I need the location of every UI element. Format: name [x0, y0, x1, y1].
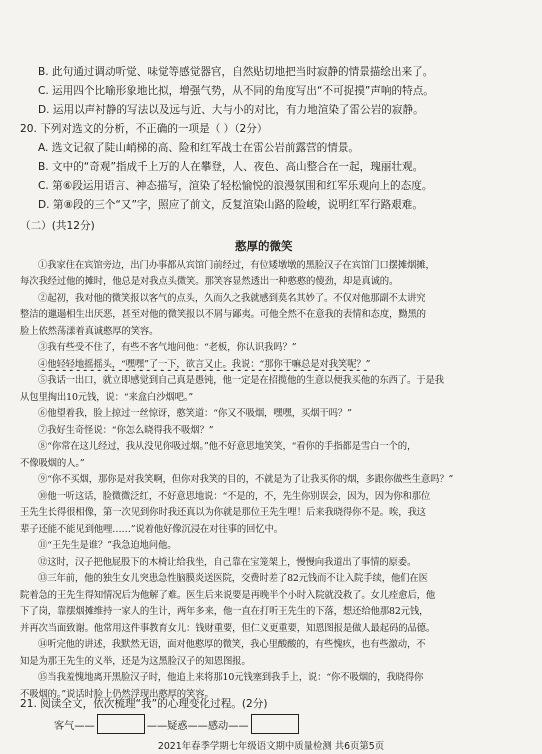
article-line: 从包里掏出10元钱，说：“来盒白沙烟吧。”	[20, 392, 194, 403]
q20-stem: 20. 下列对选文的分析，不正确的一项是（ ）（2分）	[20, 123, 268, 135]
article-line: 不吸烟的。”说话时脸上仍然浮现出憨厚的笑容。	[20, 689, 214, 700]
page-footer: 2021年春季学期七年级语文期中质量检测 共6页第5页	[157, 741, 385, 752]
q20-option-b: B. 文中的“奇观”指成千上万的人在攀登，人、夜色、高山整合在一起，瑰丽壮观。	[38, 161, 424, 173]
article-line: ⑧“你常在这儿经过，我从没见你吸过烟。”他不好意思地笑笑，“看你的手指都是雪白一个的，	[38, 441, 417, 452]
article-line: ⑪“王先生是谁？”我急迫地问他。	[38, 540, 177, 551]
article-line: ①我家住在宾馆旁边，出门办事都从宾馆门前经过，有位矮墩墩的黑脸汉子在宾馆门口摆摊烟摊，	[38, 260, 435, 271]
article-line: ⑩他一听这话，脸微微泛红，不好意思地说：“不是的，不，先生你别误会，因为，因为你和那位	[38, 491, 431, 502]
article-line: 院着急的王先生得知情况后为他解了难。医生后来说要是再晚半个小时入院就没救了。女儿痊愈后，他	[20, 590, 436, 601]
q20-option-c: C. 第⑥段运用语言、神态描写，渲染了轻松愉悦的浪漫氛围和红军乐观向上的态度。	[38, 180, 433, 192]
article-line: 辈子还能不能见到他哩……”说着他好像沉浸在对往事的回忆中。	[20, 524, 283, 535]
article-line: ⑥他望着我，脸上掠过一丝惊讶，憨笑道：“你又不吸烟，嘿嘿，买烟干吗？”	[38, 408, 352, 419]
q21-chain-mid: ——疑惑——感动——	[146, 720, 249, 732]
article-line: 不像吸烟的人。”	[20, 458, 85, 469]
q21-answer-row	[54, 714, 301, 734]
q20-option-d: D. 第⑧段的三个“又”字，照应了前文，反复渲染山路的险峻，说明红军行路艰难。	[38, 199, 423, 211]
q21-answer-box-2[interactable]	[251, 714, 299, 734]
article-line: ⑦我好生奇怪说：“你怎么晓得我不吸烟？”	[38, 425, 214, 436]
article-line: 王先生长得很相像，第一次见到你时我还真以为你就是那位王先生哩！后来我晓得你不是。唉，我这	[20, 507, 426, 518]
article-line: ⑤我话一出口，就立即感觉到自己真是愚钝，他一定是在招揽他的生意以便我买他的东西了。于是我	[38, 375, 444, 386]
article-line: ③我有些受不住了，有些不客气地问他：“老板，你认识我吗？”	[38, 342, 297, 353]
article-line: 并再次当面致谢。他常用这件事教育女儿：钱财重要，但仁义更重要，知恩图报是做人最起码的品德。	[20, 623, 436, 634]
q19-option-c: C. 运用四个比喻形象地比拟，增强气势，从不同的角度写出“不可捉摸”声响的特点。	[38, 85, 434, 97]
article-line: ⑨“你不买烟，那你是对我笑啊，但你对我笑的目的，不就是为了让我买你的烟，多跟你做些生意吗？”	[38, 474, 454, 485]
article-line: 脸上依然荡漾着真诚憨厚的笑容。	[20, 326, 159, 337]
q21-stem: 21. 阅读全文，依次梳理“我”的心理变化过程。(2分)	[20, 698, 268, 710]
article-line: 每次我经过他的摊时，他总是对我点头微笑。那笑容显然透出一种憨憨的傻劲，却是真诚的。	[20, 276, 399, 287]
q20-option-a: A. 选文记叙了陡山峭梯的高、险和红军战士在雷公岩前露营的情景。	[38, 142, 360, 154]
article-line: 知是为那王先生的义举，还是为这黑脸汉子的知恩图报。	[20, 656, 251, 667]
article-title: 憨厚的微笑	[235, 240, 293, 253]
q21-chain-start: 客气——	[54, 720, 95, 732]
article-line: 下了岗，靠摆烟摊维持一家人的生计，两年多来，他一直在打听王先生的下落，想还给他那82元钱，	[20, 606, 429, 617]
q19-option-d: D. 运用以声衬静的写法以及远与近、大与小的对比，有力地渲染了雷公岩的寂静。	[38, 104, 424, 116]
article-line: ⑫这时，汉子把他屁股下的木椅让给我坐，自己靠在宝笼架上，慢慢向我道出了事情的原委。	[38, 557, 417, 568]
article-line: ⑬三年前，他的独生女儿突患急性脑膜炎送医院，交费时差了82元钱而不让入院手续，他们在医	[38, 573, 428, 584]
article-line: ②起初，我对他的微笑报以客气的点头，久而久之我就感到莫名其妙了。不仅对他那副不太讲究	[38, 293, 426, 304]
article-line: ⑭听完他的讲述，我默然无语，面对他憨厚的微笑，我心里酸酸的，有些愧疚，也有些激动，不	[38, 639, 426, 650]
article-line: ⑮当我羞愧地离开黑脸汉子时，他追上来将那10元钱塞到我手上，说：“你不吸烟的，我晓得你	[38, 672, 424, 683]
section-2-label: （二）(共12分)	[20, 220, 95, 232]
q21-answer-box-1[interactable]	[97, 714, 145, 734]
article-line: 整洁的邋遢相生出厌恶，甚至对他的微笑报以不屑与鄙夷。可他全然不在意我的表情和态度，黝黑的	[20, 309, 426, 320]
article-line-underlined: ④他轻轻地摇摇头，“嘿嘿”了一下，欲言又止。我说：“那你干嘛总是对我笑呢？”	[38, 359, 371, 370]
q19-option-b: B. 此句通过调动听觉、味觉等感觉器官，自然贴切地把当时寂静的情景描绘出来了。	[38, 66, 434, 78]
